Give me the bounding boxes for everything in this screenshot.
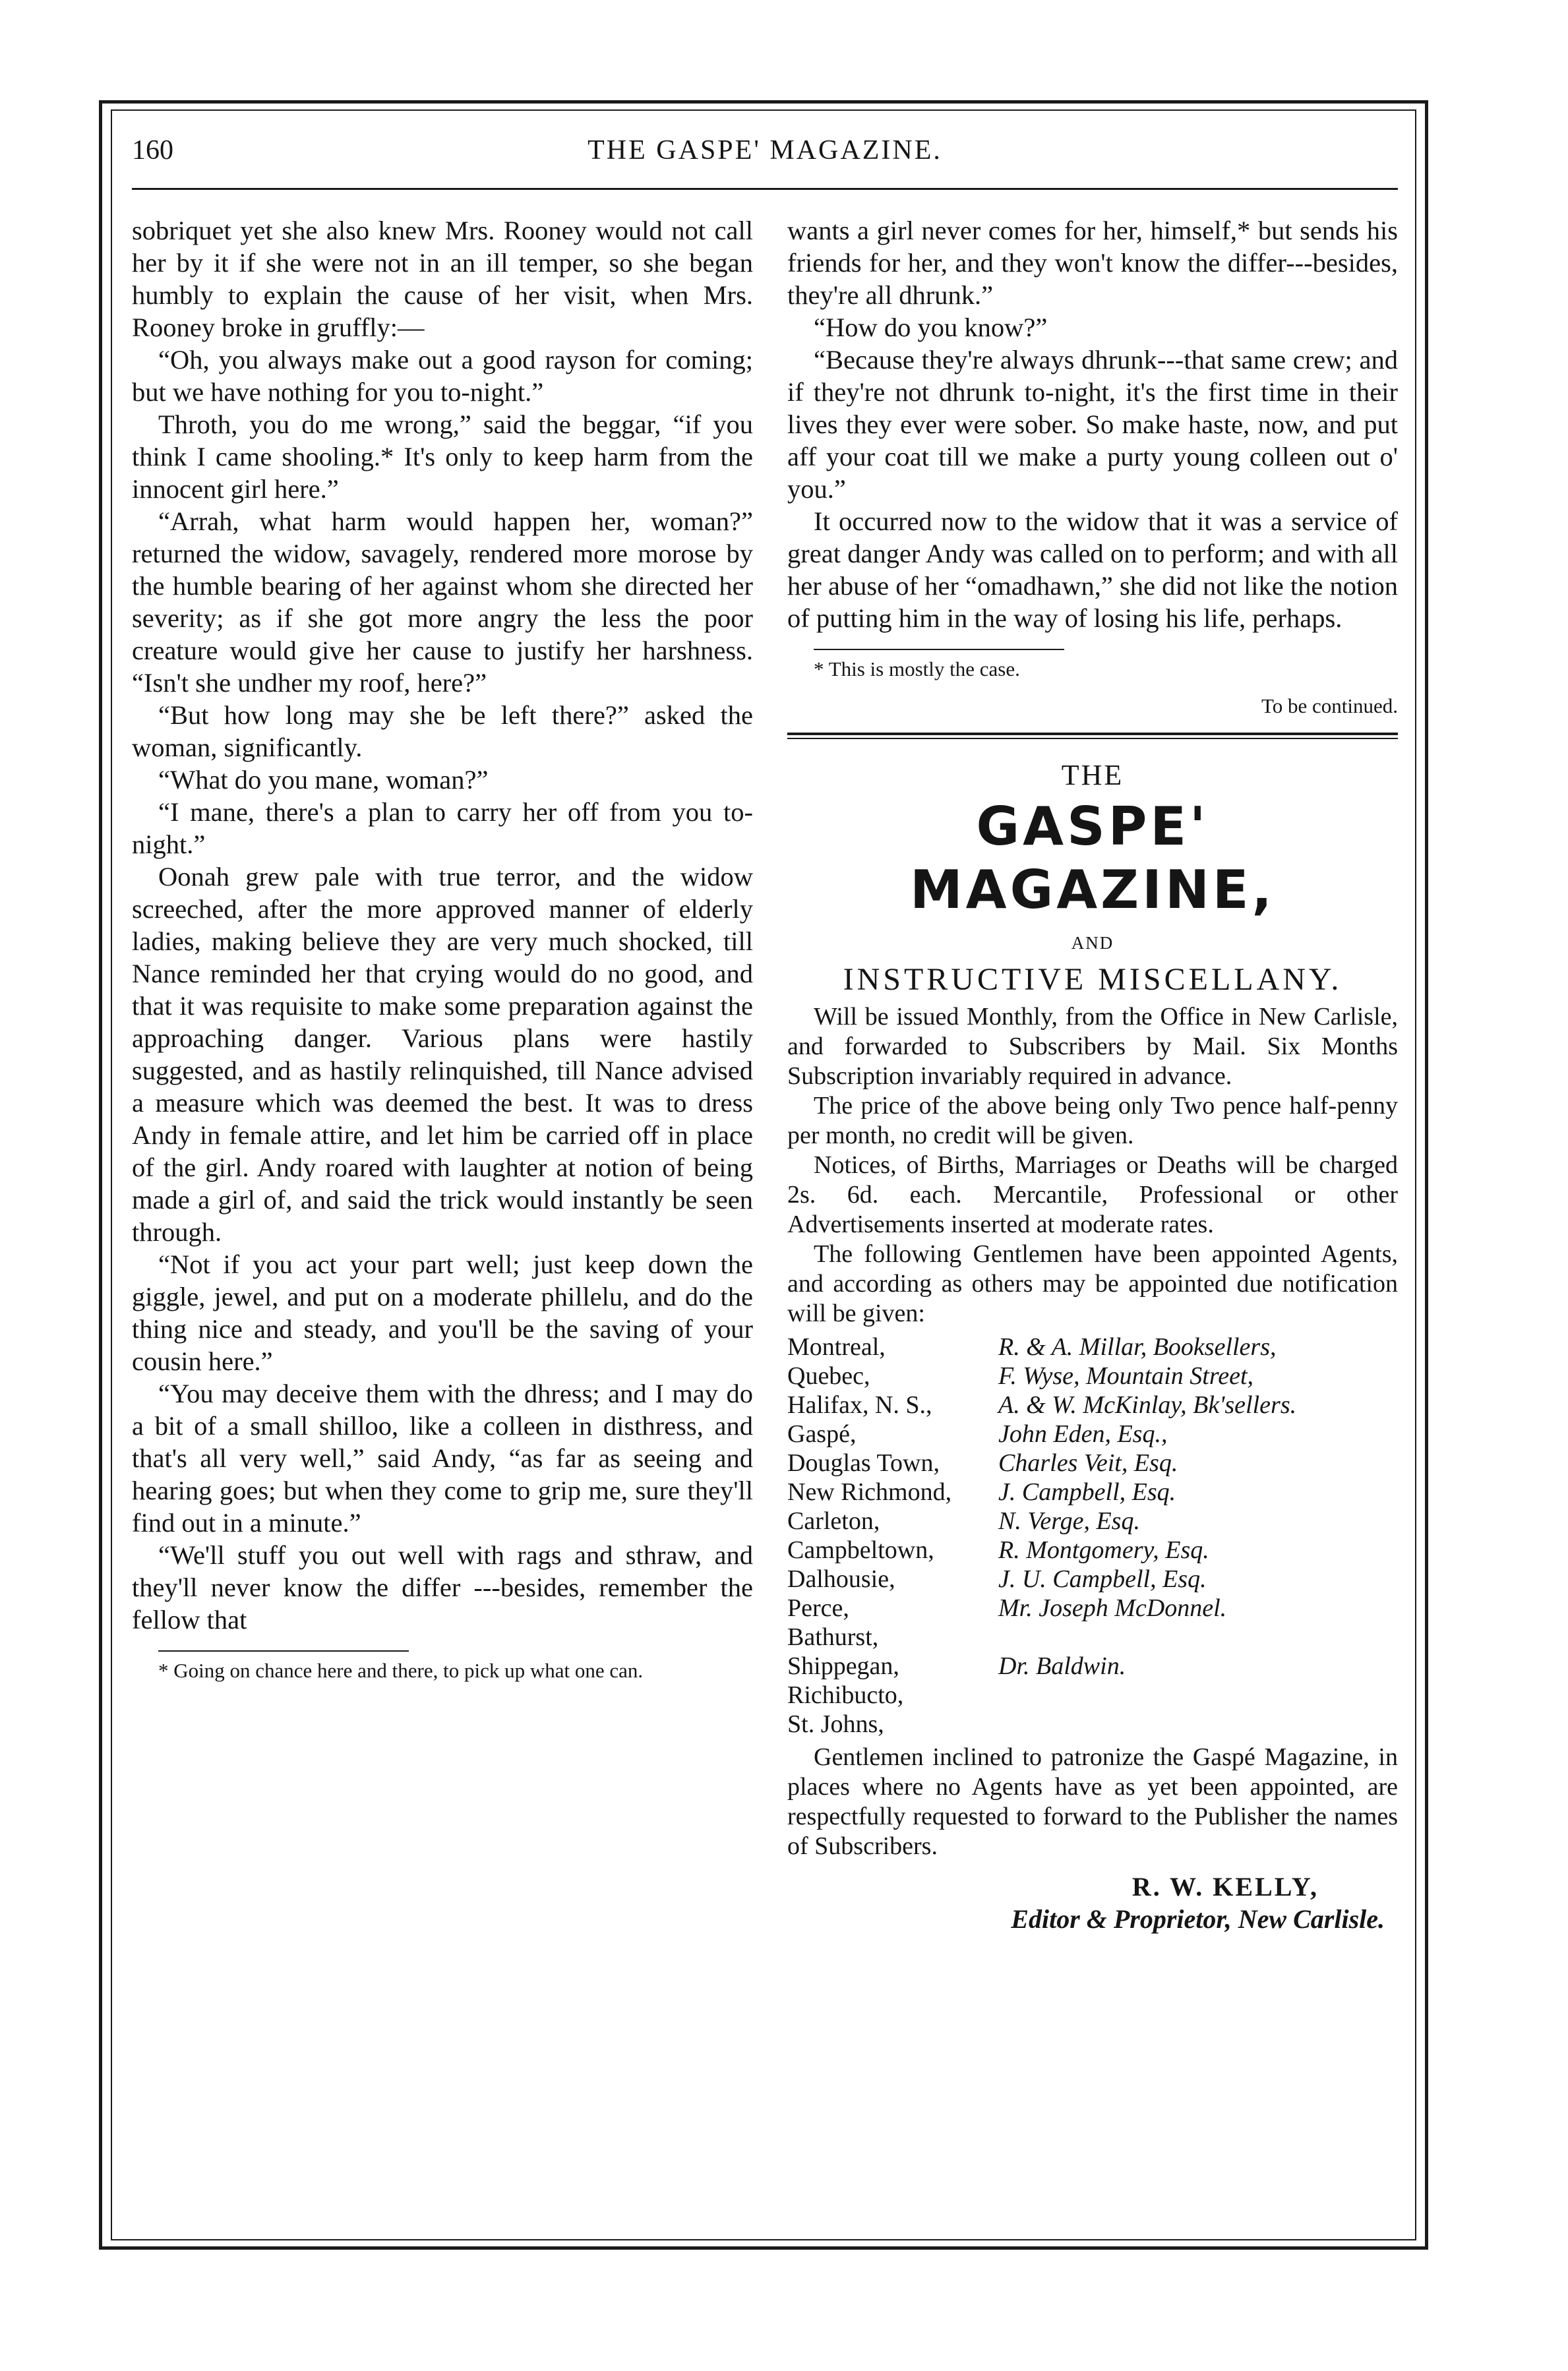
agent-name: Mr. Joseph McDonnel. bbox=[998, 1594, 1227, 1622]
agent-place: Quebec, bbox=[787, 1362, 870, 1390]
agent-name: Dr. Baldwin. bbox=[998, 1652, 1126, 1680]
agent-name: R. & A. Millar, Booksellers, bbox=[998, 1333, 1277, 1361]
right-column bbox=[787, 214, 1398, 1935]
agent-place: Shippegan, bbox=[787, 1652, 899, 1680]
agent-name: John Eden, Esq., bbox=[998, 1420, 1168, 1448]
paragraph: “You may deceive them with the dhress; and I may do a bit of a small shilloo, like a colleen in disthress, and that's all very well,” said Andy, “as far as seeing and hearing goes; but when they come to grip me, sure they'll find out in a minute.” bbox=[132, 1379, 753, 1538]
ad-closing: Gentlemen inclined to patronize the Gaspé Magazine, in places where no Agents have as yet been appointed, are respectfully requested to forward to the Publisher the names of Subscribers. bbox=[787, 1743, 1398, 1860]
agent-name: J. U. Campbell, Esq. bbox=[998, 1565, 1207, 1593]
table-row bbox=[787, 1362, 1398, 1391]
agent-place: Gaspé, bbox=[787, 1420, 857, 1448]
agent-place: New Richmond, bbox=[787, 1478, 952, 1506]
table-row bbox=[787, 1333, 1398, 1362]
table-row bbox=[787, 1594, 1398, 1623]
paragraph: sobriquet yet she also knew Mrs. Rooney would not call her by it if she were not in an ill temper, so she began humbly to explain the cause of her visit, when Mrs. Rooney broke in gruffly:— bbox=[132, 216, 753, 342]
agent-name bbox=[998, 1623, 1398, 1652]
agent-name: R. Montgomery, Esq. bbox=[998, 1536, 1209, 1564]
paragraph: Oonah grew pale with true terror, and the widow screeched, after the more approved manner of elderly ladies, making believe they are very much shocked, till Nance reminded her that crying would do no good, and that it was requisite to make some preparation against the approaching danger. Various plans were hastily suggested, and as hastily relinquished, till Nance advised a measure which was deemed the best. It was to dress Andy in female attire, and let him be carried off in place of the girl. Andy roared with laughter at notion of being made a girl of, and said the trick would instantly be seen through. bbox=[132, 862, 753, 1247]
paragraph: “Not if you act your part well; just keep down the giggle, jewel, and put on a moderate phillelu, and do the thing nice and steady, and you'll be the saving of your cousin here.” bbox=[132, 1249, 753, 1376]
agent-name bbox=[998, 1710, 1398, 1739]
table-row bbox=[787, 1507, 1398, 1536]
ad-subtitle: INSTRUCTIVE MISCELLANY. bbox=[843, 962, 1342, 997]
advertisement bbox=[787, 759, 1398, 1935]
footnote-rule bbox=[158, 1650, 409, 1652]
table-row bbox=[787, 1681, 1398, 1710]
table-row bbox=[787, 1565, 1398, 1594]
ad-paragraph: The following Gentlemen have been appointed Agents, and according as others may be appointed due notification will be given: bbox=[787, 1240, 1398, 1327]
table-row bbox=[787, 1449, 1398, 1478]
agent-place: Dalhousie, bbox=[787, 1565, 895, 1593]
paragraph: “What do you mane, woman?” bbox=[158, 765, 489, 795]
page-number: 160 bbox=[132, 135, 173, 165]
footnote: * This is mostly the case. bbox=[814, 657, 1020, 680]
signature-title: Editor & Proprietor, New Carlisle. bbox=[1011, 1904, 1385, 1934]
agent-place: Carleton, bbox=[787, 1507, 880, 1535]
paragraph: “I mane, there's a plan to carry her off from you to-night.” bbox=[132, 797, 753, 859]
agent-name: A. & W. McKinlay, Bk'sellers. bbox=[998, 1391, 1297, 1419]
ad-title: GASPE' MAGAZINE, bbox=[910, 796, 1275, 920]
agent-place: Douglas Town, bbox=[787, 1449, 940, 1477]
agents-table bbox=[787, 1333, 1398, 1739]
agent-place: Perce, bbox=[787, 1594, 849, 1622]
section-divider bbox=[787, 733, 1398, 739]
signature: R. W. KELLY, bbox=[1131, 1872, 1319, 1902]
left-column bbox=[132, 214, 753, 1683]
agent-place: Campbeltown, bbox=[787, 1536, 934, 1564]
ad-paragraph: Will be issued Monthly, from the Office in New Carlisle, and forwarded to Subscribers by Mail. Six Months Subscription invariably required in advance. bbox=[787, 1003, 1398, 1090]
paragraph: “How do you know?” bbox=[814, 313, 1048, 342]
footnote: * Going on chance here and there, to pick up what one can. bbox=[158, 1659, 644, 1682]
agent-place: Richibucto, bbox=[787, 1681, 904, 1709]
agent-name: Charles Veit, Esq. bbox=[998, 1449, 1178, 1477]
paragraph: “But how long may she be left there?” asked the woman, significantly. bbox=[132, 700, 753, 762]
agent-name: N. Verge, Esq. bbox=[998, 1507, 1140, 1535]
paragraph: “We'll stuff you out well with rags and sthraw, and they'll never know the differ ---besides, remember the fellow that bbox=[132, 1540, 753, 1635]
ad-and: AND bbox=[1071, 933, 1114, 953]
table-row bbox=[787, 1710, 1398, 1739]
header-rule bbox=[132, 188, 1398, 190]
table-row bbox=[787, 1536, 1398, 1565]
table-row bbox=[787, 1623, 1398, 1652]
agent-place: Halifax, N. S., bbox=[787, 1391, 932, 1419]
paragraph: wants a girl never comes for her, himself,* but sends his friends for her, and they won't know the differ---besides, they're all dhrunk.” bbox=[787, 216, 1398, 310]
paragraph: Throth, you do me wrong,” said the beggar, “if you think I came shooling.* It's only to keep harm from the innocent girl here.” bbox=[132, 409, 753, 504]
agent-place: St. Johns, bbox=[787, 1710, 884, 1738]
continued-notice: To be continued. bbox=[1261, 694, 1398, 717]
table-row bbox=[787, 1420, 1398, 1449]
agent-name: F. Wyse, Mountain Street, bbox=[998, 1362, 1253, 1390]
paragraph: “Because they're always dhrunk---that same crew; and if they're not dhrunk to-night, it's the first time in their lives they ever were sober. So make haste, now, and put aff your coat till we make a purty young colleen out o' you.” bbox=[787, 345, 1398, 504]
agent-place: Montreal, bbox=[787, 1333, 886, 1361]
table-row bbox=[787, 1391, 1398, 1420]
page-header bbox=[132, 129, 1398, 182]
paragraph: “Oh, you always make out a good rayson for coming; but we have nothing for you to-night.” bbox=[132, 345, 753, 407]
agent-name: J. Campbell, Esq. bbox=[998, 1478, 1176, 1506]
footnote-rule bbox=[814, 649, 1064, 650]
paragraph: “Arrah, what harm would happen her, woman?” returned the widow, savagely, rendered more morose by the humble bearing of her against whom she directed her severity; as if she got more angry the less the poor creature would give her cause to justify her harshness. “Isn't she undher my roof, here?” bbox=[132, 506, 753, 698]
ad-paragraph: The price of the above being only Two pence half-penny per month, no credit will be given. bbox=[787, 1092, 1398, 1149]
table-row bbox=[787, 1478, 1398, 1507]
ad-the: THE bbox=[1061, 759, 1124, 791]
ad-paragraph: Notices, of Births, Marriages or Deaths will be charged 2s. 6d. each. Mercantile, Professional or other Advertisements inserted at moderate rates. bbox=[787, 1151, 1398, 1238]
agent-name bbox=[998, 1681, 1398, 1710]
paragraph: It occurred now to the widow that it was a service of great danger Andy was called on to perform; and with all her abuse of her “omadhawn,” she did not like the notion of putting him in the way of losing his life, perhaps. bbox=[787, 506, 1398, 633]
table-row bbox=[787, 1652, 1398, 1681]
running-title: THE GASPE' MAGAZINE. bbox=[588, 135, 942, 165]
agent-place: Bathurst, bbox=[787, 1623, 879, 1651]
